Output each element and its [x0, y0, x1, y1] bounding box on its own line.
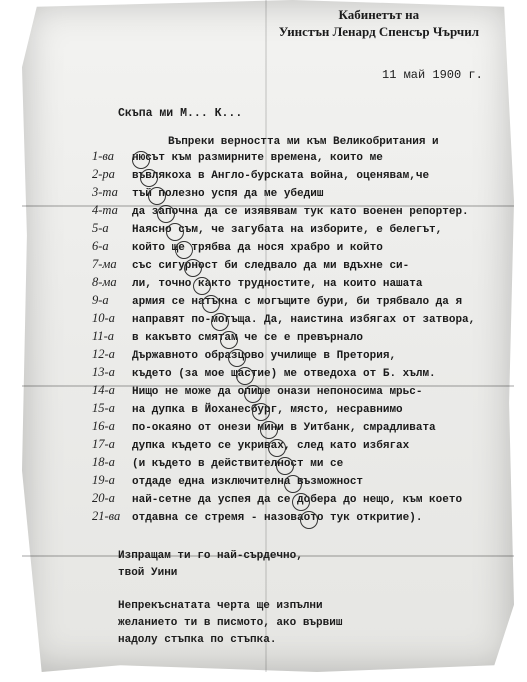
line-number: 8-ма: [92, 275, 117, 289]
line-number: 20-а: [92, 491, 115, 505]
line-text: Наясно съм, че загубата на изборите, е белегът,: [132, 224, 443, 236]
line-number: 3-та: [92, 185, 118, 199]
pen-circle: [292, 493, 310, 511]
line-text: дупка където се укривах, след като избягах: [132, 440, 410, 452]
line-text: най-сетне да успея да се добера до нещо, към което: [132, 494, 463, 506]
line-number: 10-а: [92, 311, 115, 325]
pen-circle: [148, 187, 166, 205]
pen-circle: [202, 295, 220, 313]
postscript-line: Непрекъснатата черта ще изпълни: [118, 600, 323, 612]
letterhead: [279, 6, 479, 40]
line-number: 14-а: [92, 383, 115, 397]
pen-circle: [244, 385, 262, 403]
line-text: на дупка в Йоханесбург, място, несравнимо: [132, 404, 403, 416]
line-number: 9-а: [92, 293, 109, 307]
line-number: 21-ва: [92, 509, 121, 523]
line-text: нюсът към размирните времена, които ме: [132, 152, 383, 164]
line-text: със сигурност би следвало да ми вдъхне си-: [132, 260, 410, 272]
line-number: 5-а: [92, 221, 109, 235]
line-text: където (за мое щастие) ме отведоха от Б. хълм.: [132, 368, 436, 380]
line-number: 1-ва: [92, 149, 115, 163]
line-text: Държавното образцово училище в Претория,: [132, 350, 397, 362]
line-text: Нищо не може да опише онази непоносима мрьс-: [132, 386, 423, 398]
letterhead-line2: Уинстън Ленард Спенсър Чърчил: [278, 24, 479, 39]
line-text: отдавна се стремя - назоваото тук откритие).: [132, 512, 423, 524]
line-text: (и където в действителност ми се: [132, 458, 344, 470]
pen-circle: [184, 259, 202, 277]
pen-circle: [268, 439, 286, 457]
line-number: 2-ра: [92, 167, 115, 181]
postscript-line: желанието ти в писмото, ако вървиш: [118, 617, 343, 629]
letterhead-line1: Кабинетът на: [338, 7, 420, 22]
pen-circle: [260, 421, 278, 439]
line-number: 16-а: [92, 419, 115, 433]
pen-circle: [132, 151, 150, 169]
line-text: по-окаяно от онези мини в Уитбанк, смрадливата: [132, 422, 436, 434]
line-text: ли, точно както трудностите, на които нашата: [132, 278, 423, 290]
pen-circle: [166, 223, 184, 241]
line-number: 4-та: [92, 203, 118, 217]
pen-circle: [140, 169, 158, 187]
pen-circle: [284, 475, 302, 493]
signature: твой Уини: [118, 567, 178, 579]
line-text: в какъвто смятам че се е превърнало: [132, 332, 364, 344]
line-text: направят по-могъща. Да, наистина избягах от затвора,: [132, 314, 476, 326]
pen-circle: [228, 349, 246, 367]
postscript-line: надолу стъпка по стъпка.: [118, 634, 277, 646]
line-text: отдаде една изключителна възможност: [132, 476, 364, 488]
line-text: въвлякоха в Англо-бурската война, оценявам,че: [132, 170, 430, 182]
pen-circle: [236, 367, 254, 385]
pen-circle: [220, 331, 238, 349]
line-text: армия се натъкна с могъщите бури, би трябвало да я: [132, 296, 463, 308]
pen-circle: [211, 313, 229, 331]
line-number: 11-а: [92, 329, 114, 343]
line-text: да започна да се изявявам тук като военен репортер.: [132, 206, 469, 218]
line-number: 19-а: [92, 473, 115, 487]
line-number: 17-а: [92, 437, 115, 451]
pen-circle: [175, 241, 193, 259]
line-number: 18-а: [92, 455, 115, 469]
line-number: 7-ма: [92, 257, 117, 271]
pen-circle: [193, 277, 211, 295]
line-number: 13-а: [92, 365, 115, 379]
pen-circle: [300, 511, 318, 529]
line-text: който ще трябва да нося храбро и който: [132, 242, 383, 254]
line-number: 6-а: [92, 239, 109, 253]
line-number: 12-а: [92, 347, 115, 361]
letter-date: 11 май 1900 г.: [382, 68, 483, 82]
pen-circle: [157, 205, 175, 223]
line-number: 15-а: [92, 401, 115, 415]
line-text: тъй полезно успя да ме убедиш: [132, 188, 324, 200]
pen-circle: [252, 403, 270, 421]
salutation: Скъпа ми М... К...: [118, 107, 243, 120]
pen-circle: [276, 457, 294, 475]
opening-line: Въпреки верността ми към Великобритания и: [168, 136, 439, 148]
closing-line: Изпращам ти го най-сърдечно,: [118, 550, 303, 562]
